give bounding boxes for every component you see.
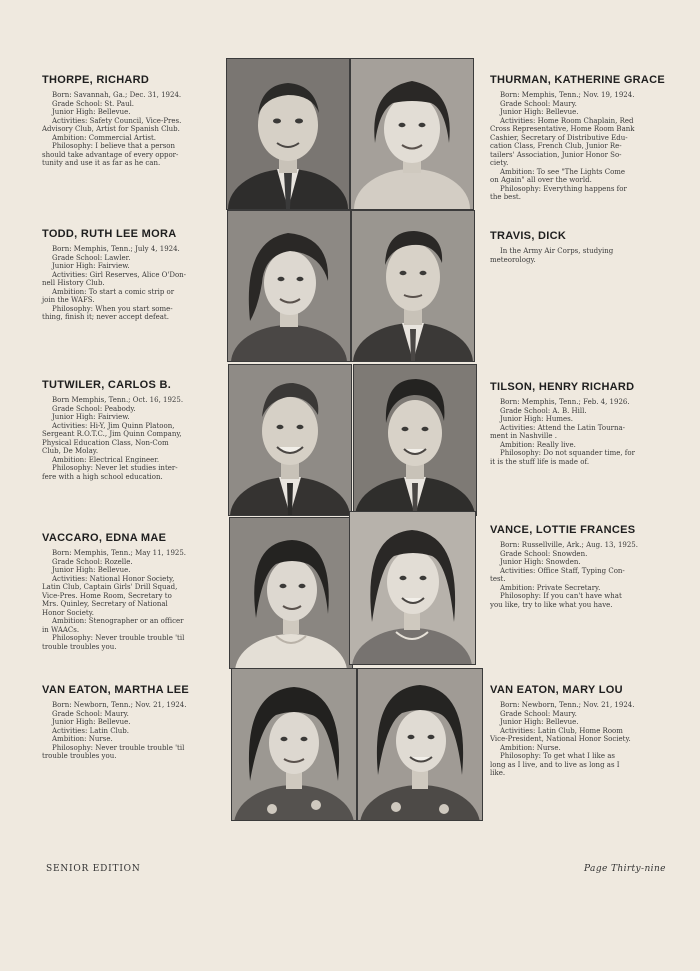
bio-line: tailers' Association, Junior Honor So- [490,150,622,159]
student-bio [42,228,222,322]
student-bio [42,684,222,761]
student-name: VANCE, LOTTIE FRANCES [490,524,636,536]
student-name: THORPE, RICHARD [42,74,150,86]
bio-line: Junior High: Bellevue. [500,108,579,116]
bio-line: ment in Nashville . [490,432,557,440]
bio-line: Grade School: Maury. [52,709,129,718]
bio-line: Grade School: Snowden. [500,549,588,558]
bio-line: Born: Memphis, Tenn.; Feb. 4, 1926. [500,398,630,406]
student-name: TILSON, HENRY RICHARD [490,381,635,393]
bio-line: Activities: Girl Reserves, Alice O'Don- [52,270,187,279]
portrait-photo [228,364,352,516]
bio-line: Mrs. Quinley, Secretary of National [42,600,168,608]
bio-line: Ambition: Really live. [500,440,576,449]
bio-line: nell History Club. [42,279,105,287]
bio-line: you like, try to like what you have. [490,600,613,609]
portrait-photo [226,58,350,210]
bio-line: Junior High: Fairview. [52,413,130,421]
bio-line: Vice-President, National Honor Society. [490,735,631,743]
portrait-photo [357,668,483,821]
bio-line: Junior High: Bellevue. [52,566,131,574]
bio-line: fere with a high school education. [42,472,163,481]
bio-line: Born: Newborn, Tenn.; Nov. 21, 1924. [52,701,187,709]
student-bio [490,74,670,202]
bio-line: trouble troubles you. [42,752,117,760]
student-name: VAN EATON, MARTHA LEE [42,684,190,696]
bio-line: Philosophy: Never trouble trouble 'til [52,634,185,642]
bio-line: Junior High: Snowden. [500,558,581,566]
bio-line: Activities: Latin Club, Home Room [500,726,623,735]
bio-line: Latin Club, Captain Girls' Drill Squad, [42,583,178,591]
bio-line: Physical Education Class, Non-Com [42,438,169,447]
portrait-photo [350,58,474,210]
student-bio [42,74,222,168]
bio-line: Ambition: To start a comic strip or [52,287,175,296]
student-bio [490,381,670,466]
bio-line: long as I live, and to live as long as I [490,760,620,769]
bio-line: it is the stuff life is made of. [490,457,590,466]
bio-line: tunity and use it as far as he can. [42,159,161,167]
portrait-photo [227,210,351,362]
bio-line: Born: Savannah, Ga.; Dec. 31, 1924. [52,91,182,99]
student-bio [490,230,670,264]
bio-line: Grade School: Maury. [500,709,577,718]
bio-line: Activities: Attend the Latin Tourna- [500,423,626,432]
student-name: VACCARO, EDNA MAE [42,532,167,544]
student-bio [490,684,670,778]
bio-line: Philosophy: I believe that a person [52,142,176,150]
bio-line: Activities: Safety Council, Vice-Pres. [52,116,182,125]
bio-line: Junior High: Bellevue. [52,718,131,726]
bio-line: Born: Memphis, Tenn.; July 4, 1924. [52,245,180,253]
bio-line: Philosophy: If you can't have what [500,592,622,600]
edition-footer: SENIOR EDITION [46,864,141,874]
bio-line: Grade School: Peabody. [52,404,136,413]
portrait-photo [229,517,353,669]
student-name: VAN EATON, MARY LOU [490,684,623,696]
bio-line: cation Class, French Club, Junior Re- [490,142,622,150]
bio-line: Junior High: Fairview. [52,262,130,270]
bio-line: Cashier, Secretary of Distributive Edu- [490,133,628,142]
bio-line: Grade School: Maury. [500,99,577,108]
bio-line: Born Memphis, Tenn.; Oct. 16, 1925. [52,396,184,404]
bio-line: Ambition: Private Secretary. [500,583,601,592]
bio-line: Born: Memphis, Tenn.; Nov. 19, 1924. [500,91,635,99]
portrait-photo [351,210,475,362]
bio-line: Activities: Hi-Y, Jim Quinn Platoon, [52,421,175,430]
bio-line: Ambition: Electrical Engineer. [52,455,160,464]
student-name: THURMAN, KATHERINE GRACE [490,74,666,86]
bio-line: Grade School: Rozelle. [52,557,133,566]
bio-line: test. [490,575,506,583]
portrait-photo [349,511,476,665]
portrait-photo [353,364,477,516]
bio-line: Vice-Pres. Home Room, Secretary to [42,591,172,600]
bio-line: meteorology. [490,255,536,264]
bio-line: Grade School: Lawler. [52,253,131,262]
bio-line: Honor Society. [42,608,94,617]
student-name: TRAVIS, DICK [490,230,567,242]
bio-line: on Again" all over the world. [490,176,592,184]
bio-line: Philosophy: Everything happens for [500,184,627,193]
bio-line: like. [490,769,506,777]
bio-line: Philosophy: Never let studies inter- [52,464,178,472]
bio-line: Philosophy: Do not squander time, for [500,449,635,457]
bio-line: Club, De Molay. [42,447,99,455]
bio-line: Grade School: A. B. Hill. [500,406,587,415]
bio-line: join the WAFS. [42,296,95,304]
student-name: TUTWILER, CARLOS B. [42,379,172,391]
bio-line: Grade School: St. Paul. [52,99,135,108]
student-name: TODD, RUTH LEE MORA [42,228,177,240]
bio-line: Ambition: To see "The Lights Come [500,167,626,176]
bio-line: Philosophy: Never trouble trouble 'til [52,743,185,752]
bio-line: In the Army Air Corps, studying [500,247,614,255]
bio-line: trouble troubles you. [42,642,117,651]
student-bio [42,532,222,651]
bio-line: the best. [490,193,521,201]
bio-line: Cross Representative, Home Room Bank [490,125,635,133]
bio-line: Activities: National Honor Society, [52,574,175,583]
bio-line: Activities: Home Room Chaplain, Red [500,116,634,125]
bio-line: should take advantage of every oppor- [42,150,179,159]
bio-line: Sergeant R.O.T.C., Jim Quinn Company, [42,430,182,438]
bio-line: Junior High: Humes. [500,415,573,423]
bio-line: in WAACs. [42,625,80,634]
student-bio [42,379,222,481]
bio-line: ciety. [490,159,509,167]
bio-line: Activities: Office Staff, Typing Con- [500,566,625,575]
bio-line: Born: Memphis, Tenn.; May 11, 1925. [52,549,187,557]
bio-line: Philosophy: When you start some- [52,304,173,313]
bio-line: Born: Newborn, Tenn.; Nov. 21, 1924. [500,701,635,709]
bio-line: Ambition: Stenographer or an officer [52,617,184,625]
bio-line: Ambition: Nurse. [52,735,113,743]
bio-line: Born: Russellville, Ark.; Aug. 13, 1925. [500,541,638,549]
bio-line: Junior High: Bellevue. [52,108,131,116]
page-number: Page Thirty-nine [584,864,666,874]
bio-line: Ambition: Nurse. [500,743,561,752]
bio-line: Ambition: Commercial Artist. [52,133,156,142]
bio-line: Philosophy: To get what I like as [500,752,616,760]
bio-line: Junior High: Bellevue. [500,718,579,726]
bio-line: thing, finish it; never accept defeat. [42,313,169,321]
student-bio [490,524,670,609]
bio-line: Advisory Club, Artist for Spanish Club. [42,125,180,133]
portrait-photo [231,668,357,821]
bio-line: Activities: Latin Club. [52,726,130,735]
